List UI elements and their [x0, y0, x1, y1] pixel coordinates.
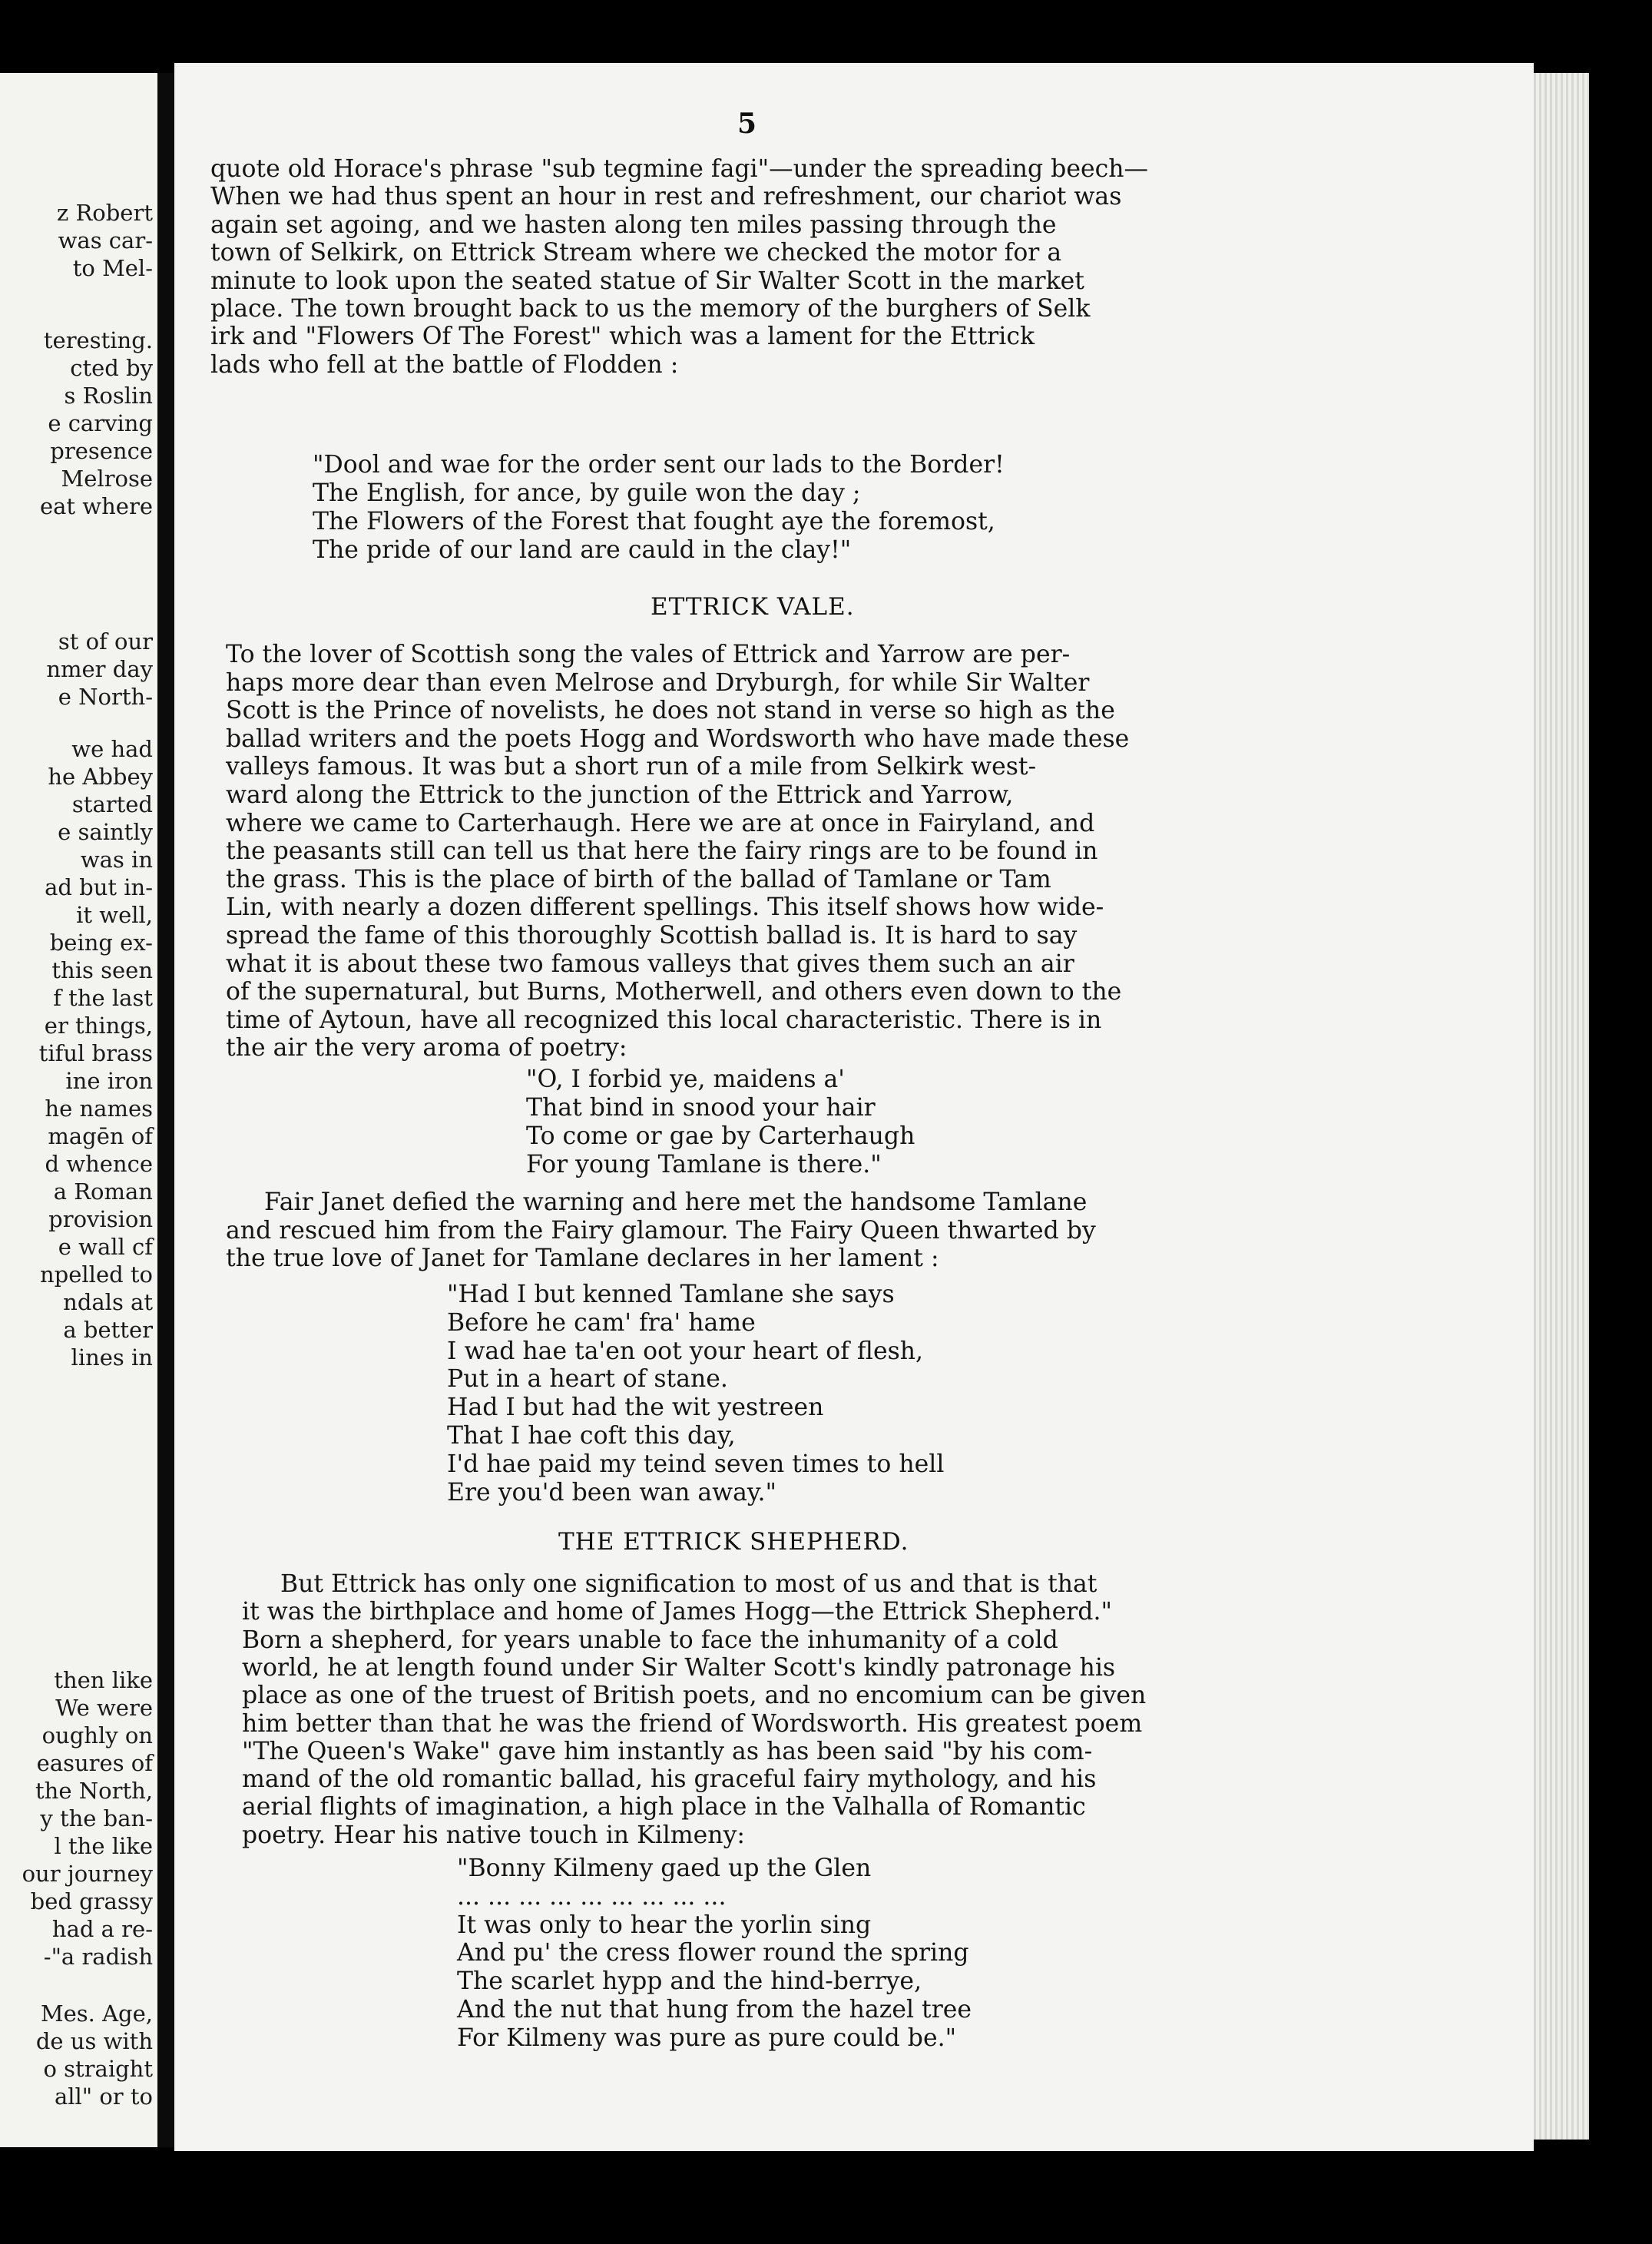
left-page-line: f the last	[53, 985, 153, 1011]
left-page-line: was car-	[58, 227, 153, 254]
left-page-line: d whence	[45, 1151, 153, 1177]
verse-line: I wad hae ta'en oot your heart of flesh,	[447, 1337, 924, 1365]
left-page-line: a better	[63, 1317, 153, 1343]
verse-line: To come or gae by Carterhaugh	[526, 1122, 915, 1150]
left-page-line: s Roslin	[64, 383, 153, 409]
left-page-line: er things,	[44, 1013, 153, 1039]
verse-line: "Bonny Kilmeny gaed up the Glen	[457, 1855, 872, 1882]
intro-line: irk and "Flowers Of The Forest" which was a lament for the Ettrick	[210, 323, 1035, 351]
left-page-line: provision	[48, 1206, 153, 1232]
verse-line: "Had I but kenned Tamlane she says	[447, 1281, 895, 1308]
paragraph-line: where we came to Carterhaugh. Here we are at once in Fairyland, and	[226, 809, 1095, 837]
left-page-line: cted by	[70, 355, 153, 381]
verse-line: And pu' the cress flower round the spring	[457, 1939, 969, 1967]
paragraph-line: him better than that he was the friend of Wordsworth. His greatest poem	[242, 1709, 1143, 1738]
verse-line: Put in a heart of stane.	[447, 1365, 728, 1394]
left-page-line: -"a radish	[43, 1944, 153, 1970]
intro-line: quote old Horace's phrase "sub tegmine fagi"—under the spreading beech—	[210, 155, 1149, 183]
verse-line: Ere you'd been wan away."	[447, 1478, 777, 1506]
left-page-line: de us with	[35, 2028, 153, 2054]
left-page-line: then like	[54, 1667, 153, 1693]
left-page-line: it well,	[76, 902, 153, 928]
left-page-line: e North-	[58, 684, 153, 710]
paragraph-line: But Ettrick has only one signification to most of us and that is that	[280, 1570, 1097, 1598]
paragraph-line: mand of the old romantic ballad, his graceful fairy mythology, and his	[242, 1765, 1097, 1794]
left-page-line: lines in	[71, 1344, 153, 1371]
left-page-line: z Robert	[56, 200, 153, 226]
verse-line: ... ... ... ... ... ... ... ... ...	[457, 1882, 727, 1911]
paragraph-line: ballad writers and the poets Hogg and Wordsworth who have made these	[226, 724, 1130, 753]
verse-line: "Dool and wae for the order sent our lads to the Border!	[313, 451, 1005, 479]
left-page-line: Melrose	[61, 466, 153, 492]
verse-line: Before he cam' fra' hame	[447, 1308, 756, 1337]
left-page-line: npelled to	[39, 1261, 153, 1288]
verse-line: It was only to hear the yorlin sing	[457, 1911, 872, 1939]
left-page-line: being ex-	[49, 930, 153, 956]
left-facing-page	[0, 73, 157, 2147]
paragraph-line: the true love of Janet for Tamlane declares in her lament :	[226, 1245, 939, 1272]
left-page-line: this seen	[51, 957, 153, 983]
left-page-line: nmer day	[46, 656, 153, 682]
left-page-line: easures of	[36, 1750, 153, 1776]
left-page-line: Mes. Age,	[40, 2000, 153, 2027]
left-page-line: We were	[55, 1695, 153, 1721]
intro-line: When we had thus spent an hour in rest and refreshment, our chariot was	[210, 183, 1122, 211]
left-page-line: presence	[50, 438, 153, 464]
left-page-line: eat where	[39, 493, 153, 519]
verse-line: The pride of our land are cauld in the clay!"	[313, 536, 852, 564]
paragraph-line: the grass. This is the place of birth of the ballad of Tamlane or Tam	[226, 865, 1051, 893]
paragraph-line: world, he at length found under Sir Walter Scott's kindly patronage his	[242, 1653, 1116, 1682]
paragraph-line: valleys famous. It was but a short run of a mile from Selkirk west-	[226, 753, 1037, 781]
left-page-line: o straight	[43, 2056, 153, 2082]
paragraph-line: haps more dear than even Melrose and Dryburgh, for while Sir Walter	[226, 668, 1090, 697]
book-gutter	[157, 73, 174, 2147]
left-page-line: teresting.	[43, 327, 153, 353]
paragraph-line: the peasants still can tell us that here the fairy rings are to be found in	[226, 837, 1098, 866]
verse-line: And the nut that hung from the hazel tree	[457, 1996, 972, 2024]
left-page-line: had a re-	[51, 1916, 153, 1942]
left-page-line: he Abbey	[48, 764, 153, 790]
verse-line: That bind in snood your hair	[526, 1094, 876, 1122]
intro-line: place. The town brought back to us the memory of the burghers of Selk	[210, 295, 1091, 323]
left-page-line: was in	[80, 847, 153, 873]
heading-ettrick-shepherd: THE ETTRICK SHEPHERD.	[558, 1528, 909, 1556]
verse-line: That I hae coft this day,	[447, 1422, 736, 1450]
left-page-line: magēn of	[48, 1123, 153, 1149]
left-page-line: bed grassy	[30, 1888, 153, 1914]
left-page-line: e wall cf	[58, 1234, 153, 1260]
verse-line: The Flowers of the Forest that fought aye the foremost,	[313, 508, 995, 535]
paragraph-line: ward along the Ettrick to the junction of the Ettrick and Yarrow,	[226, 781, 1014, 809]
left-page-line: he names	[45, 1095, 153, 1122]
heading-ettrick-vale: ETTRICK VALE.	[651, 593, 855, 621]
paragraph-line: poetry. Hear his native touch in Kilmeny:	[242, 1821, 745, 1849]
intro-line: again set agoing, and we hasten along ten miles passing through the	[210, 210, 1057, 239]
verse-line: Had I but had the wit yestreen	[447, 1394, 824, 1422]
left-page-line: ine iron	[65, 1068, 153, 1094]
paragraph-line: time of Aytoun, have all recognized this local characteristic. There is in	[226, 1006, 1102, 1034]
paragraph-line: the air the very aroma of poetry:	[226, 1034, 627, 1062]
verse-line: The scarlet hypp and the hind-berrye,	[457, 1967, 922, 1996]
page-number: 5	[737, 108, 757, 140]
intro-line: lads who fell at the battle of Flodden :	[210, 350, 679, 379]
left-page-line: the North,	[35, 1778, 153, 1804]
left-page-line: our journey	[22, 1861, 153, 1887]
intro-line: minute to look upon the seated statue of Sir Walter Scott in the market	[210, 267, 1084, 295]
left-page-line: e saintly	[58, 819, 153, 845]
paragraph-line: spread the fame of this thoroughly Scottish ballad is. It is hard to say	[226, 922, 1078, 950]
paragraph-line: "The Queen's Wake" gave him instantly as has been said "by his com-	[242, 1737, 1093, 1765]
paragraph-line: aerial flights of imagination, a high place in the Valhalla of Romantic	[242, 1793, 1086, 1821]
verse-line: "O, I forbid ye, maidens a'	[526, 1066, 845, 1093]
verse-line: For young Tamlane is there."	[526, 1151, 882, 1178]
left-page-line: e carving	[48, 410, 153, 436]
left-page-line: started	[71, 791, 153, 817]
left-page-line: oughly on	[41, 1722, 153, 1748]
left-page-line: we had	[71, 736, 153, 762]
paragraph-line: of the supernatural, but Burns, Motherwell, and others even down to the	[226, 978, 1122, 1006]
page-edges	[1534, 73, 1589, 2140]
paragraph-line: place as one of the truest of British poets, and no encomium can be given	[242, 1682, 1147, 1710]
paragraph-line: Fair Janet defied the warning and here met the handsome Tamlane	[264, 1188, 1088, 1216]
left-page-line: y the ban-	[40, 1805, 153, 1831]
left-page-line: ndals at	[63, 1289, 153, 1315]
paragraph-line: and rescued him from the Fairy glamour. The Fairy Queen thwarted by	[226, 1216, 1096, 1245]
paragraph-line: Born a shepherd, for years unable to face the inhumanity of a cold	[242, 1626, 1058, 1654]
page-5	[174, 63, 1534, 2151]
left-page-line: tiful brass	[38, 1040, 153, 1066]
verse-line: I'd hae paid my teind seven times to hell	[447, 1450, 945, 1478]
left-page-line: ad but in-	[45, 874, 153, 900]
verse-line: For Kilmeny was pure as pure could be."	[457, 2024, 957, 2052]
left-page-line: to Mel-	[72, 255, 153, 281]
verse-line: The English, for ance, by guile won the day ;	[313, 479, 861, 507]
paragraph-line: Lin, with nearly a dozen different spellings. This itself shows how wide-	[226, 893, 1104, 922]
left-page-line: l the like	[54, 1833, 153, 1859]
left-page-line: a Roman	[53, 1178, 153, 1205]
paragraph-line: Scott is the Prince of novelists, he does not stand in verse so high as the	[226, 697, 1115, 725]
left-page-line: all" or to	[54, 2083, 153, 2110]
paragraph-line: what it is about these two famous valleys that gives them such an air	[226, 950, 1074, 978]
paragraph-line: To the lover of Scottish song the vales of Ettrick and Yarrow are per-	[226, 641, 1071, 668]
left-page-line: st of our	[58, 628, 153, 655]
intro-line: town of Selkirk, on Ettrick Stream where we checked the motor for a	[210, 239, 1062, 267]
paragraph-line: it was the birthplace and home of James Hogg—the Ettrick Shepherd."	[242, 1598, 1112, 1626]
